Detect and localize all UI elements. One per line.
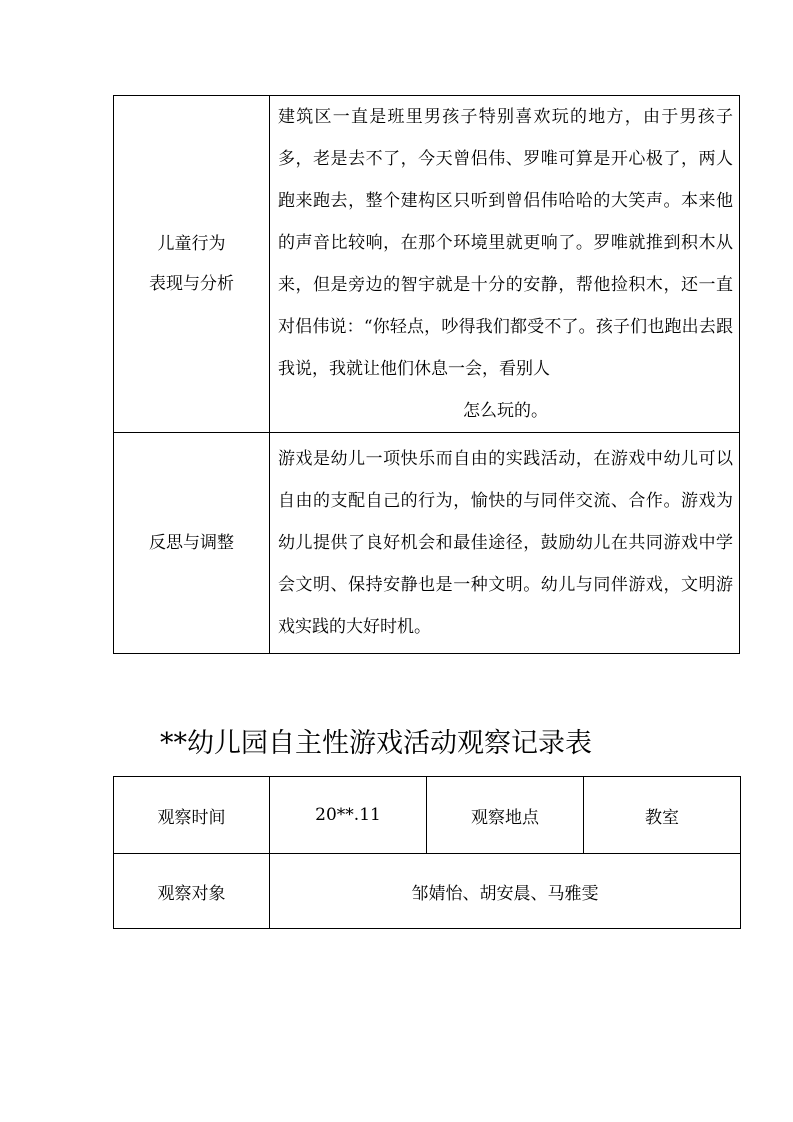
behavior-label-cell: [114, 96, 270, 433]
record-sheet-title: **幼儿园自主性游戏活动观察记录表: [160, 728, 592, 759]
behavior-content-text: 建筑区一直是班里男孩子特别喜欢玩的地方，由于男孩子多，老是去不了，今天曾侣伟、罗唯可算是开心极了，两人跑来跑去，整个建构区只听到曾侣伟哈哈的大笑声。本来他的声音比较响，在那个环境里就更响了。罗唯就推到积木从来，但是旁边的智宇就是十分的安静，帮他捡积木，还一直对侣伟说：“你轻点，吵得我们都受不了。孩子们也跑出去跟我说，我就让他们休息一会，看别人: [278, 107, 733, 379]
reflection-label-cell: 反思与调整: [114, 433, 270, 654]
observation-subject-label: 观察对象: [114, 854, 270, 929]
reflection-content-cell: 游戏是幼儿一项快乐而自由的实践活动，在游戏中幼儿可以自由的支配自己的行为，愉快的与同伴交流、合作。游戏为幼儿提供了良好机会和最佳途径，鼓励幼儿在共同游戏中学会文明、保持安静也是一种文明。幼儿与同伴游戏，文明游戏实践的大好时机。: [270, 433, 740, 654]
observation-subject-value: 邹婧怡、胡安晨、马雅雯: [270, 854, 741, 929]
behavior-content-cell: [270, 96, 740, 433]
observation-place-label: 观察地点: [427, 777, 584, 854]
observation-table-continued: [113, 95, 740, 654]
subject-row: [114, 854, 741, 929]
observation-info-table: [113, 776, 741, 929]
behavior-label-line2: 表现与分析: [149, 274, 234, 294]
behavior-content-last-line: 怎么玩的。: [463, 401, 548, 421]
behavior-label-line1: 儿童行为: [157, 234, 226, 254]
observation-time-label: 观察时间: [114, 777, 270, 854]
time-place-row: [114, 777, 741, 854]
behavior-row: [114, 96, 740, 433]
observation-time-value: 20**.11: [270, 777, 427, 854]
reflection-row: [114, 433, 740, 654]
observation-place-value: 教室: [584, 777, 741, 854]
